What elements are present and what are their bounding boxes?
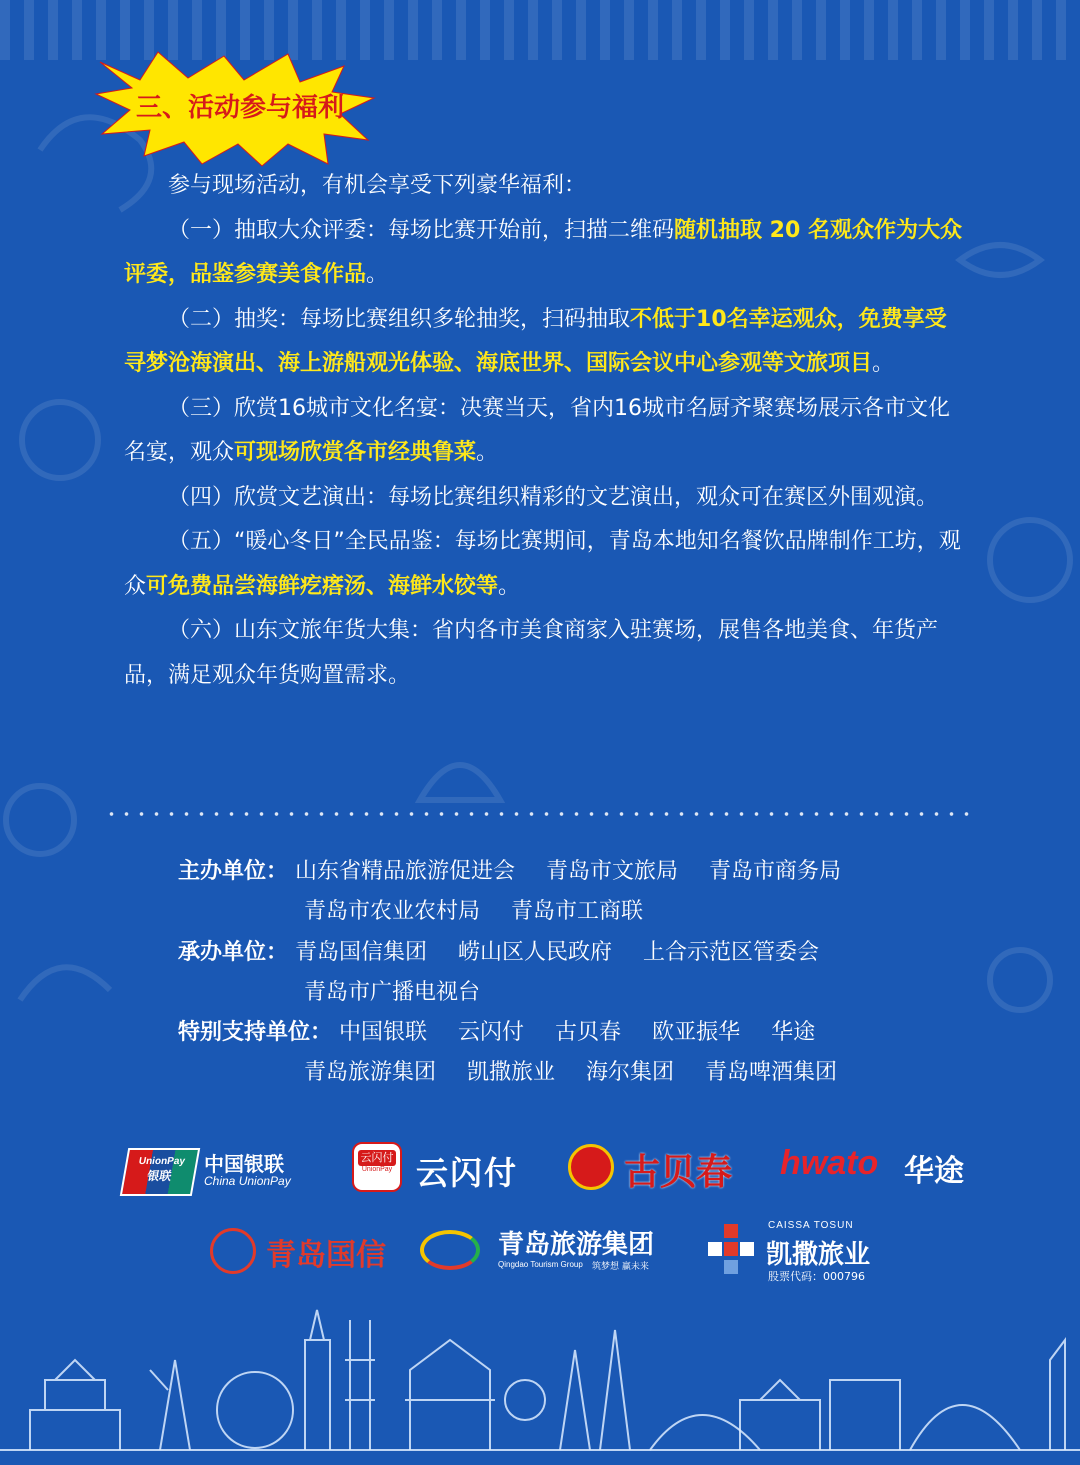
quickpass-name: 云闪付 [416,1154,519,1192]
temple-building [405,1340,495,1450]
benefit-item-5: （五）“暖心冬日”全民品鉴：每场比赛期间，青岛本地知名餐饮品牌制作工坊，观众可免费品尝海鲜疙瘩汤、海鲜水饺等。 [124,529,961,599]
gate-building [30,1360,120,1450]
frame-building [830,1380,900,1450]
guoxin-seal-icon [210,1228,256,1274]
spire-monument [560,1330,630,1450]
support-org: 云闪付 [458,1020,525,1046]
crab-icon [6,786,74,854]
undertake-row-cont [178,973,978,1013]
undertake-org: 上合示范区管委会 [643,939,820,965]
spiral-monument [505,1380,545,1420]
highlight-text: 可免费品尝海鲜疙瘩汤、海鲜水饺等 [146,573,499,599]
benefit-item-4: （四）欣赏文艺演出：每场比赛组织精彩的文艺演出，观众可在赛区外围观演。 [168,484,939,510]
statue-figure [150,1360,190,1450]
support-org: 青岛啤酒集团 [705,1060,838,1086]
support-org: 中国银联 [339,1020,428,1046]
qingdao-tourism-name: 青岛旅游集团 [498,1230,655,1260]
crab-icon [990,950,1050,1010]
support-label: 特别支持单位： [178,1020,333,1046]
guoxin-name: 青岛国信 [266,1238,386,1273]
caissa-mosaic-icon [708,1224,754,1276]
tower-building [305,1310,330,1450]
undertake-org: 青岛国信集团 [295,939,428,965]
highlight-text: 随机抽取 20 名观众作为大众评委，品鉴参赛美食作品 [124,217,962,287]
host-org: 青岛市文旅局 [546,859,679,884]
support-org: 海尔集团 [586,1060,675,1086]
unionpay-name: 中国银联 [204,1152,284,1176]
hwato-cn: 华途 [904,1154,964,1189]
caissa-stock: 股票代码：000796 [768,1270,865,1283]
crab-icon [22,402,98,478]
support-row [178,1013,978,1053]
benefit-item-6: （六）山东文旅年货大集：省内各市美食商家入驻赛场，展售各地美食、年货产品，满足观众年货购置需求。 [124,618,939,688]
unionpay-en: China UnionPay [204,1174,291,1188]
benefit-item-2: （二）抽奖：每场比赛组织多轮抽奖，扫码抽取不低于10名幸运观众，免费享受寻梦沧海演出、海上游船观光体验、海底世界、国际会议中心参观等文旅项目。 [124,306,947,376]
unionpay-badge: UnionPay 银联 [120,1148,200,1196]
caissa-logo [708,1220,898,1284]
fish-icon [960,245,1040,275]
guoxin-logo [210,1226,400,1278]
host-org: 山东省精品旅游促进会 [295,859,516,884]
qingdao-tourism-mark-icon [420,1230,480,1270]
ferris-wheel [217,1372,293,1448]
hall-building [740,1380,820,1450]
stadium-building [650,1415,760,1450]
organizers-section [178,852,978,1094]
support-org: 古贝春 [555,1020,622,1046]
pagoda-building [345,1320,375,1450]
hwato-logo [780,1144,980,1194]
octopus-icon [990,520,1070,600]
qingdao-tourism-en: Qingdao Tourism Group [498,1260,583,1269]
benefit-item-1: （一）抽取大众评委：每场比赛开始前，扫描二维码随机抽取 20 名观众作为大众评委，品鉴参赛美食作品。 [124,217,962,287]
qingdao-tourism-slogan: 筑梦想 赢未来 [592,1262,649,1272]
host-org: 青岛市农业农村局 [304,899,481,925]
hwato-en: hwato [780,1144,879,1182]
highlight-text: 可现场欣赏各市经典鲁菜 [234,440,477,465]
undertake-label: 承办单位： [178,939,289,965]
benefit-item-3: （三）欣赏16城市文化名宴：决赛当天，省内16城市名厨齐聚赛场展示各市文化名宴，观众可现场欣赏各市经典鲁菜。 [124,395,950,465]
undertake-org: 青岛市广播电视台 [304,979,481,1005]
support-row-cont [178,1053,978,1093]
wave-building [910,1405,1020,1450]
undertake-row [178,933,978,973]
city-skyline-illustration [0,1300,1080,1465]
host-row-cont [178,892,978,932]
support-org: 华途 [771,1020,816,1046]
support-org: 凯撒旅业 [467,1060,556,1086]
host-org: 青岛市商务局 [709,859,842,884]
highlight-text: 不低于10名幸运观众，免费享受寻梦沧海演出、海上游船观光体验、海底世界、国际会议中心参观等文旅项目 [124,306,947,376]
intro-paragraph: 参与现场活动，有机会享受下列豪华福利： [168,173,587,198]
host-row [178,852,978,892]
host-label: 主办单位： [178,859,289,884]
benefits-content [124,164,964,698]
edge-tower [1050,1340,1065,1450]
gubeichun-logo [568,1142,758,1194]
host-org: 青岛市工商联 [511,899,644,925]
shell-icon [420,765,500,800]
support-org: 欧亚振华 [652,1020,741,1046]
undertake-org: 崂山区人民政府 [458,939,613,965]
section-heading: 三、活动参与福利 [136,93,345,123]
quickpass-logo [352,1142,532,1194]
qingdao-tourism-logo [420,1222,670,1282]
caissa-cn: 凯撒旅业 [766,1240,871,1270]
shrimp-icon [20,967,110,1000]
quickpass-badge: 云闪付 UnionPay [352,1142,402,1192]
gubeichun-name: 古贝春 [624,1151,733,1193]
sponsor-logos [0,1130,1080,1290]
caissa-en: CAISSA TOSUN [768,1220,854,1231]
unionpay-logo [124,1146,304,1194]
gubeichun-emblem-icon [568,1144,614,1190]
dotted-divider [104,812,976,816]
support-org: 青岛旅游集团 [304,1060,437,1086]
